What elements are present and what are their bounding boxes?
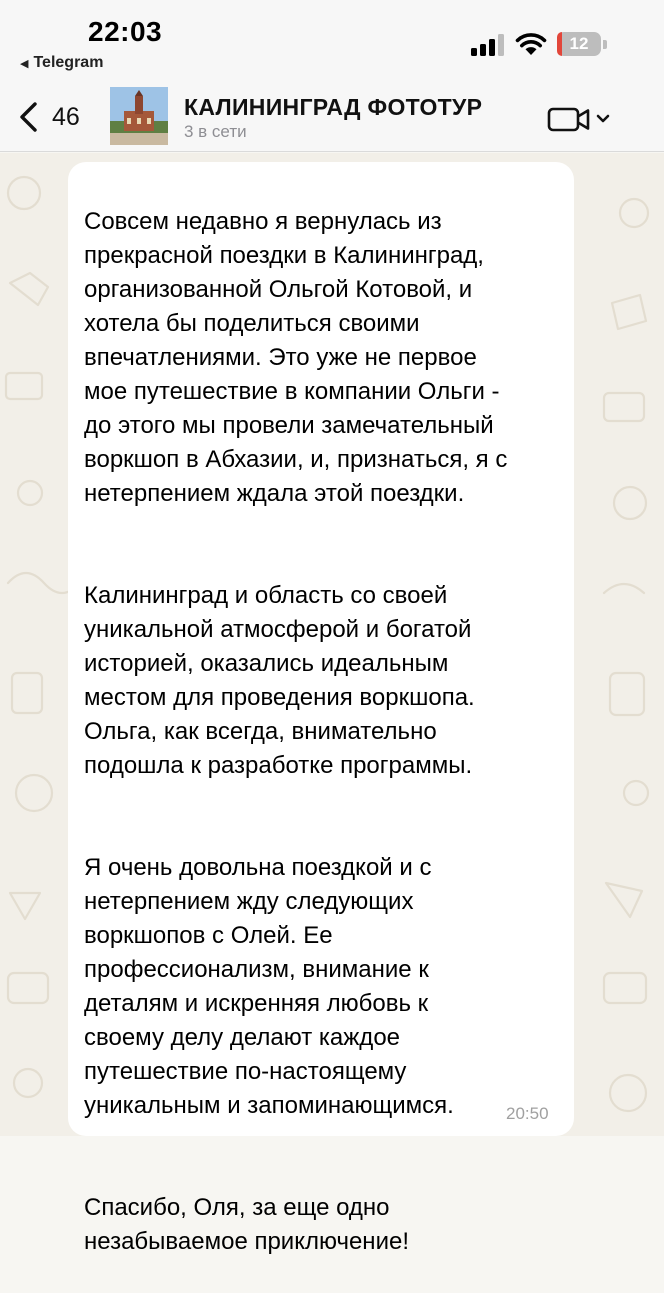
unread-count: 46 xyxy=(52,103,80,131)
battery-icon xyxy=(557,32,601,56)
message-paragraph: Спасибо, Оля, за еще одно незабываемое приключение! xyxy=(84,1194,409,1255)
battery-tip xyxy=(603,40,607,49)
chevron-down-icon xyxy=(598,116,608,121)
video-call-button[interactable] xyxy=(546,104,616,134)
message-paragraph: Калининград и область со своей уникальной атмосферой и богатой историей, оказались идеальным местом для проведения воркшопа. Ольга, как всегда, внимательно подошла к разработке программы. xyxy=(84,582,475,779)
back-chevron-icon xyxy=(18,102,40,132)
message-text xyxy=(84,171,570,1293)
battery-percentage: 12 xyxy=(569,34,589,53)
video-call-icon xyxy=(549,109,588,130)
back-to-app-link[interactable] xyxy=(20,54,103,72)
back-arrow-icon: ◀ xyxy=(20,58,29,70)
message-paragraph: Совсем недавно я вернулась из прекрасной поездки в Калининград, организованной Ольгой Котовой, и хотела бы поделиться своими впечатлениями. Это уже не первое мое путешествие в компании Ольги - до этого мы провели замечательный воркшоп в Абхазии, и, признаться, я с нетерпением ждала этой поездки. xyxy=(84,208,508,507)
back-button[interactable] xyxy=(18,100,94,134)
chat-avatar[interactable] xyxy=(110,87,168,145)
status-time: 22:03 xyxy=(88,16,163,47)
message-timestamp: 20:50 xyxy=(506,1104,549,1123)
chat-header xyxy=(0,84,664,152)
online-status: 3 в сети xyxy=(184,122,247,141)
signal-icon xyxy=(471,34,505,56)
wifi-icon xyxy=(515,32,547,56)
chat-title[interactable]: КАЛИНИНГРАД ФОТОТУР xyxy=(184,94,483,120)
status-bar xyxy=(0,0,664,84)
message-paragraph: Я очень довольна поездкой и с нетерпением жду следующих воркшопов с Олей. Ее профессионализм, внимание к деталям и искренняя любовь к своему делу делают каждое путешествие по-настоящему уникальным и запоминающимся. xyxy=(84,854,454,1119)
back-to-app-label: Telegram xyxy=(33,54,104,71)
